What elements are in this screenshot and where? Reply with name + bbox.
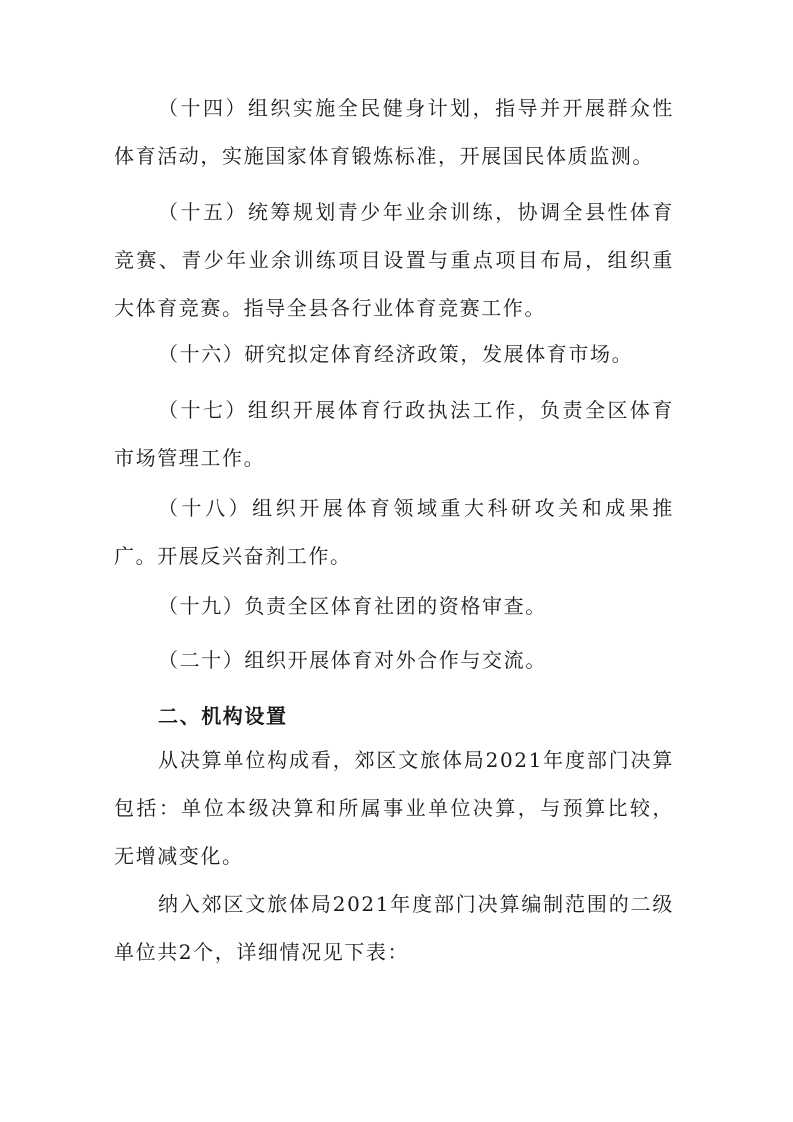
paragraph-item-16: （十六）研究拟定体育经济政策，发展体育市场。 bbox=[158, 342, 634, 366]
paragraph-item-17: （十七）组织开展体育行政执法工作，负责全区体育市场管理工作。 bbox=[114, 398, 674, 470]
paragraph-item-20: （二十）组织开展体育对外合作与交流。 bbox=[158, 648, 547, 672]
paragraph-item-15: （十五）统筹规划青少年业余训练，协调全县性体育竞赛、青少年业余训练项目设置与重点项目布局，组织重大体育竞赛。指导全县各行业体育竞赛工作。 bbox=[114, 200, 674, 320]
paragraph-item-14: （十四）组织实施全民健身计划，指导并开展群众性体育活动，实施国家体育锻炼标准，开展国民体质监测。 bbox=[114, 96, 674, 168]
paragraph-item-19: （十九）负责全区体育社团的资格审查。 bbox=[158, 594, 547, 618]
paragraph-item-18: （十八）组织开展体育领域重大科研攻关和成果推广。开展反兴奋剂工作。 bbox=[114, 496, 674, 568]
section-heading: 二、机构设置 bbox=[158, 704, 288, 728]
section-paragraph-scope: 纳入郊区文旅体局2021年度部门决算编制范围的二级单位共2个，详细情况见下表： bbox=[114, 892, 674, 964]
section-paragraph-composition: 从决算单位构成看，郊区文旅体局2021年度部门决算包括：单位本级决算和所属事业单位决算，与预算比较，无增减变化。 bbox=[114, 748, 674, 868]
